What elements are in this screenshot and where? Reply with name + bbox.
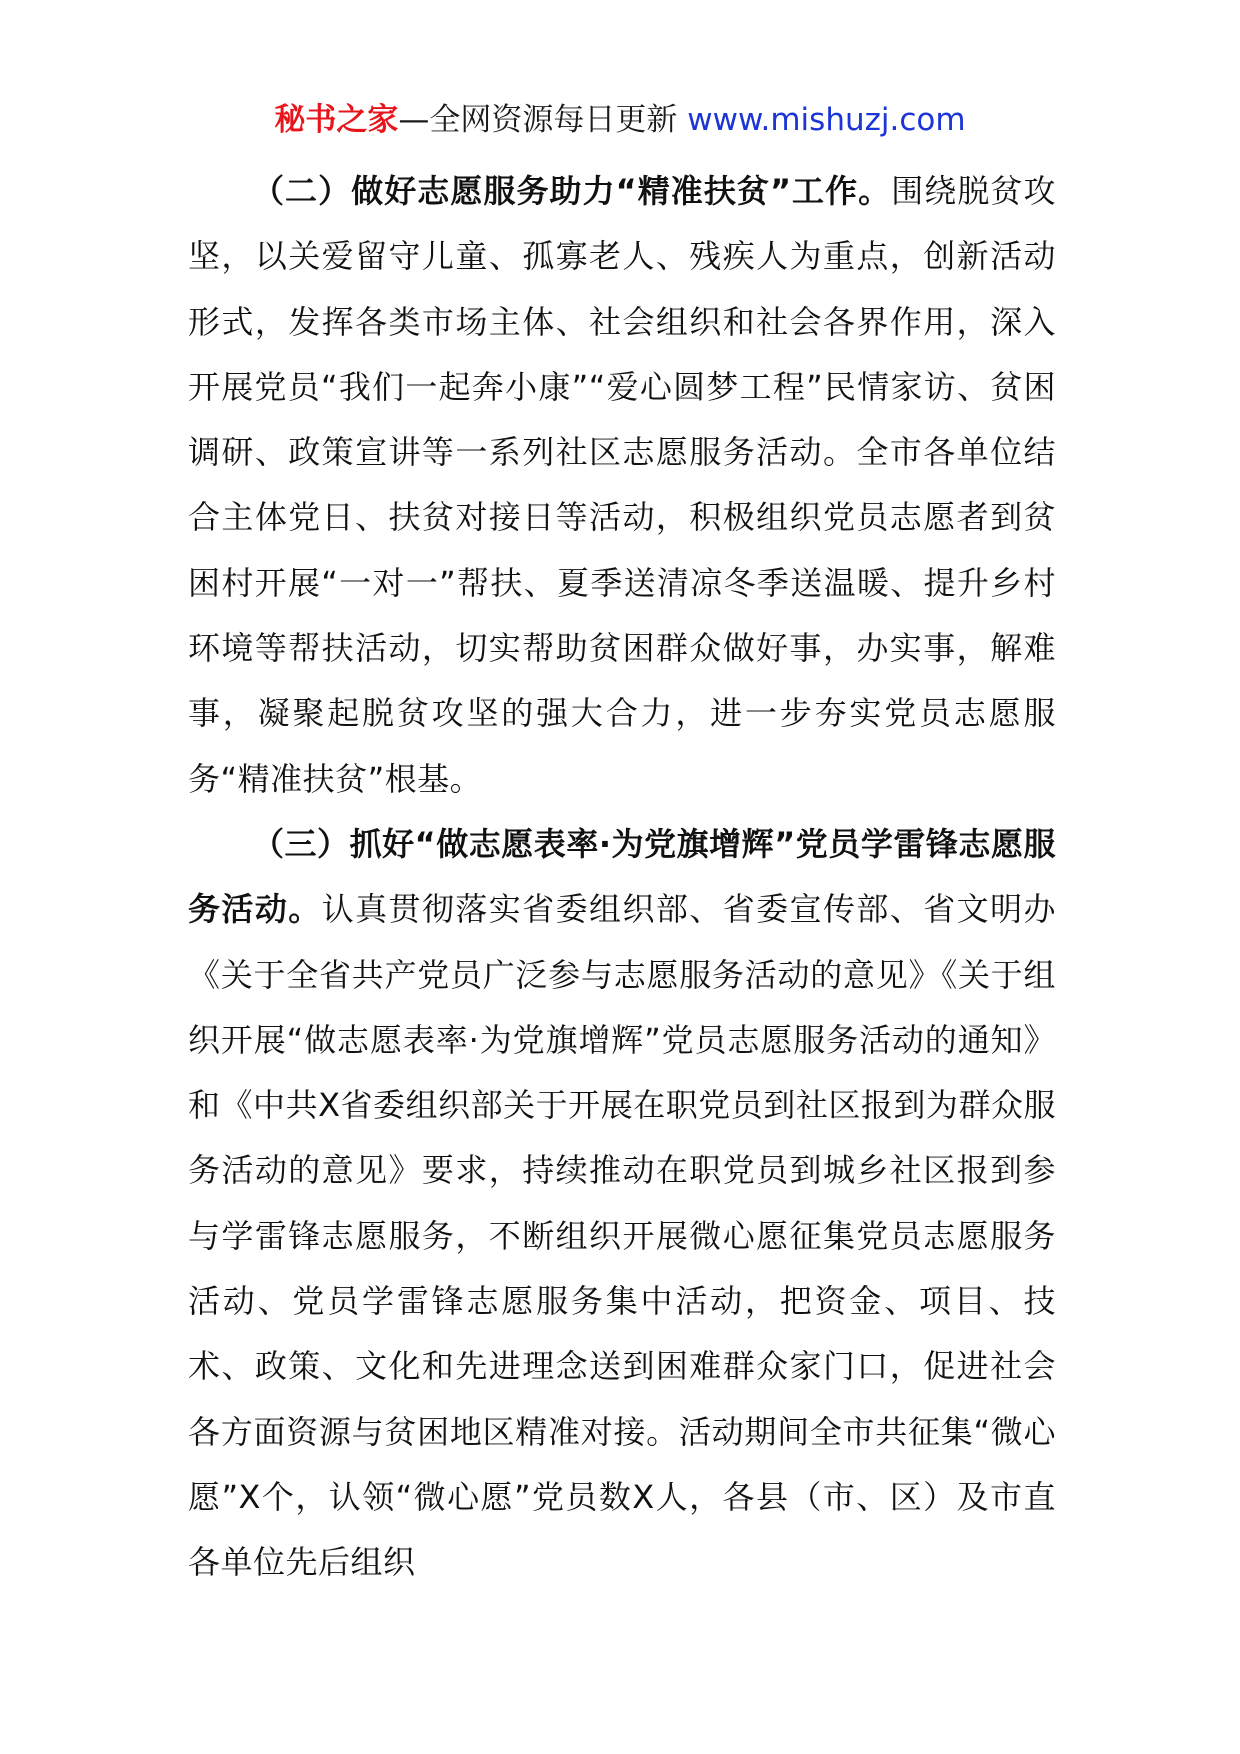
header-tagline: —全网资源每日更新: [398, 102, 688, 138]
paragraph-heading: （三）抓好“做志愿表率·为党旗增辉”党员学雷锋志愿服务活动。: [188, 824, 1056, 929]
paragraph-poverty-alleviation: [188, 159, 1056, 812]
paragraph-heading: （二）做好志愿服务助力“精准扶贫”工作。: [252, 172, 892, 210]
paragraph-text: 围绕脱贫攻坚，以关爱留守儿童、孤寡老人、残疾人为重点，创新活动形式，发挥各类市场主体、社会组织和社会各界作用，深入开展党员“我们一起奔小康”“爱心圆梦工程”民情家访、贫困调研、政策宣讲等一系列社区志愿服务活动。全市各单位结合主体党日、扶贫对接日等活动，积极组织党员志愿者到贫困村开展“一对一”帮扶、夏季送清凉冬季送温暖、提升乡村环境等帮扶活动，切实帮助贫困群众做好事，办实事，解难事，凝聚起脱贫攻坚的强大合力，进一步夯实党员志愿服务“精准扶贫”根基。: [188, 172, 1056, 798]
paragraph-lei-feng-volunteer: [188, 812, 1056, 1596]
document-body: [188, 159, 1056, 1596]
website-link[interactable]: www.mishuzj.com: [687, 102, 966, 138]
paragraph-text: 认真贯彻落实省委组织部、省委宣传部、省文明办《关于全省共产党员广泛参与志愿服务活动的意见》《关于组织开展“做志愿表率·为党旗增辉”党员志愿服务活动的通知》和《中共X省委组织部关于开展在职党员到社区报到为群众服务活动的意见》要求，持续推动在职党员到城乡社区报到参与学雷锋志愿服务，不断组织开展微心愿征集党员志愿服务活动、党员学雷锋志愿服务集中活动，把资金、项目、技术、政策、文化和先进理念送到困难群众家门口，促进社会各方面资源与贫困地区精准对接。活动期间全市共征集“微心愿”X个，认领“微心愿”党员数X人，各县（市、区）及市直各单位先后组织: [188, 890, 1056, 1582]
page-header: [0, 100, 1240, 140]
brand-name: 秘书之家: [274, 102, 399, 138]
